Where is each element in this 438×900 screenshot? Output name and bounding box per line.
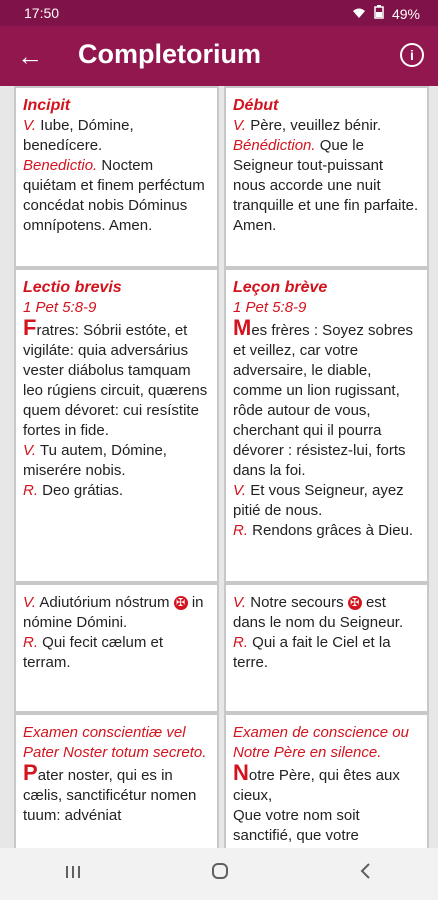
section-heading: Début <box>233 97 279 114</box>
verse-line: V. Notre secours ✠ est dans le nom du Seigneur. <box>233 594 404 631</box>
dropcap: F <box>23 315 37 340</box>
dropcap: P <box>23 760 38 785</box>
verse-line: V. Adiutórium nóstrum ✠ in nómine Dómini. <box>23 594 204 631</box>
app-bar <box>0 26 438 86</box>
verse-line: V. Père, veuillez bénir. <box>233 117 382 134</box>
text-row <box>14 86 429 268</box>
battery-icon <box>374 5 384 22</box>
prayer-text: Pater noster, qui es in cælis, sanctificétur nomen tuum: advéniat <box>23 760 197 824</box>
text-row <box>14 713 429 848</box>
french-cell <box>224 583 429 713</box>
rubric: Examen conscientiæ vel Pater Noster totum secreto. <box>23 724 207 761</box>
back-nav-button[interactable] <box>357 860 375 888</box>
back-arrow-icon: ← <box>17 41 43 71</box>
system-nav-bar <box>0 848 438 900</box>
response-line: R. Qui a fait le Ciel et la terre. <box>233 634 391 671</box>
response-line: R. Rendons grâces à Dieu. <box>233 522 414 539</box>
text-row <box>14 268 429 583</box>
latin-cell <box>14 268 219 583</box>
prayer-text: Notre Père, qui êtes aux cieux, <box>233 760 400 804</box>
status-bar <box>0 0 438 26</box>
verse-line: V. Tu autem, Dómine, miserére nobis. <box>23 442 167 479</box>
verse-line: Bénédiction. Que le Seigneur tout-puissant nous accorde une nuit tranquille et une fin parfaite. Amen. <box>233 137 419 234</box>
status-icons <box>352 5 420 22</box>
french-cell <box>224 86 429 268</box>
latin-cell <box>14 86 219 268</box>
latin-cell <box>14 583 219 713</box>
latin-cell <box>14 713 219 848</box>
response-line: R. Deo grátias. <box>23 482 124 499</box>
cross-icon: ✠ <box>348 596 362 610</box>
dropcap: N <box>233 760 249 785</box>
dropcap: M <box>233 315 252 340</box>
section-heading: Incipit <box>23 97 71 114</box>
office-content[interactable] <box>0 86 438 848</box>
info-icon: i <box>410 47 414 63</box>
rubric: Examen de conscience ou Notre Père en silence. <box>233 724 409 761</box>
info-button[interactable] <box>400 43 424 67</box>
battery-level: 49% <box>391 5 420 22</box>
back-button[interactable] <box>12 38 48 74</box>
home-button[interactable] <box>209 860 231 889</box>
reading-text: Fratres: Sóbrii estóte, et vigiláte: quia adversárius vester diábolus tamquam leo rúgiens circuit, quærens quem dévoret: cui resístite fortes in fide. <box>23 315 208 439</box>
verse-line: Benedictio. Noctem quiétam et finem perféctum concédat nobis Dóminus omnípotens. Amen. <box>23 157 205 234</box>
status-time: 17:50 <box>24 5 60 21</box>
french-cell <box>224 268 429 583</box>
scripture-ref: 1 Pet 5:8-9 <box>23 299 97 316</box>
verse-line: V. Et vous Seigneur, ayez pitié de nous. <box>233 482 404 519</box>
page-title: Completorium <box>78 39 262 69</box>
text-row <box>14 583 429 713</box>
wifi-icon <box>352 6 366 22</box>
section-heading: Leçon brève <box>233 279 328 296</box>
verse-line: V. Iube, Dómine, benedícere. <box>23 117 134 154</box>
recent-apps-button[interactable] <box>63 860 83 888</box>
section-heading: Lectio brevis <box>23 279 122 296</box>
reading-text: Mes frères : Soyez sobres et veillez, car votre adversaire, le diable, comme un lion rugissant, rôde autour de vous, cherchant qui il pourra dévorer : résistez-lui, forts dans la foi. <box>233 315 414 479</box>
cross-icon: ✠ <box>174 596 188 610</box>
french-cell <box>224 713 429 848</box>
prayer-text: Que votre nom soit sanctifié, que votre <box>233 807 360 844</box>
scripture-ref: 1 Pet 5:8-9 <box>233 299 307 316</box>
response-line: R. Qui fecit cælum et terram. <box>23 634 164 671</box>
